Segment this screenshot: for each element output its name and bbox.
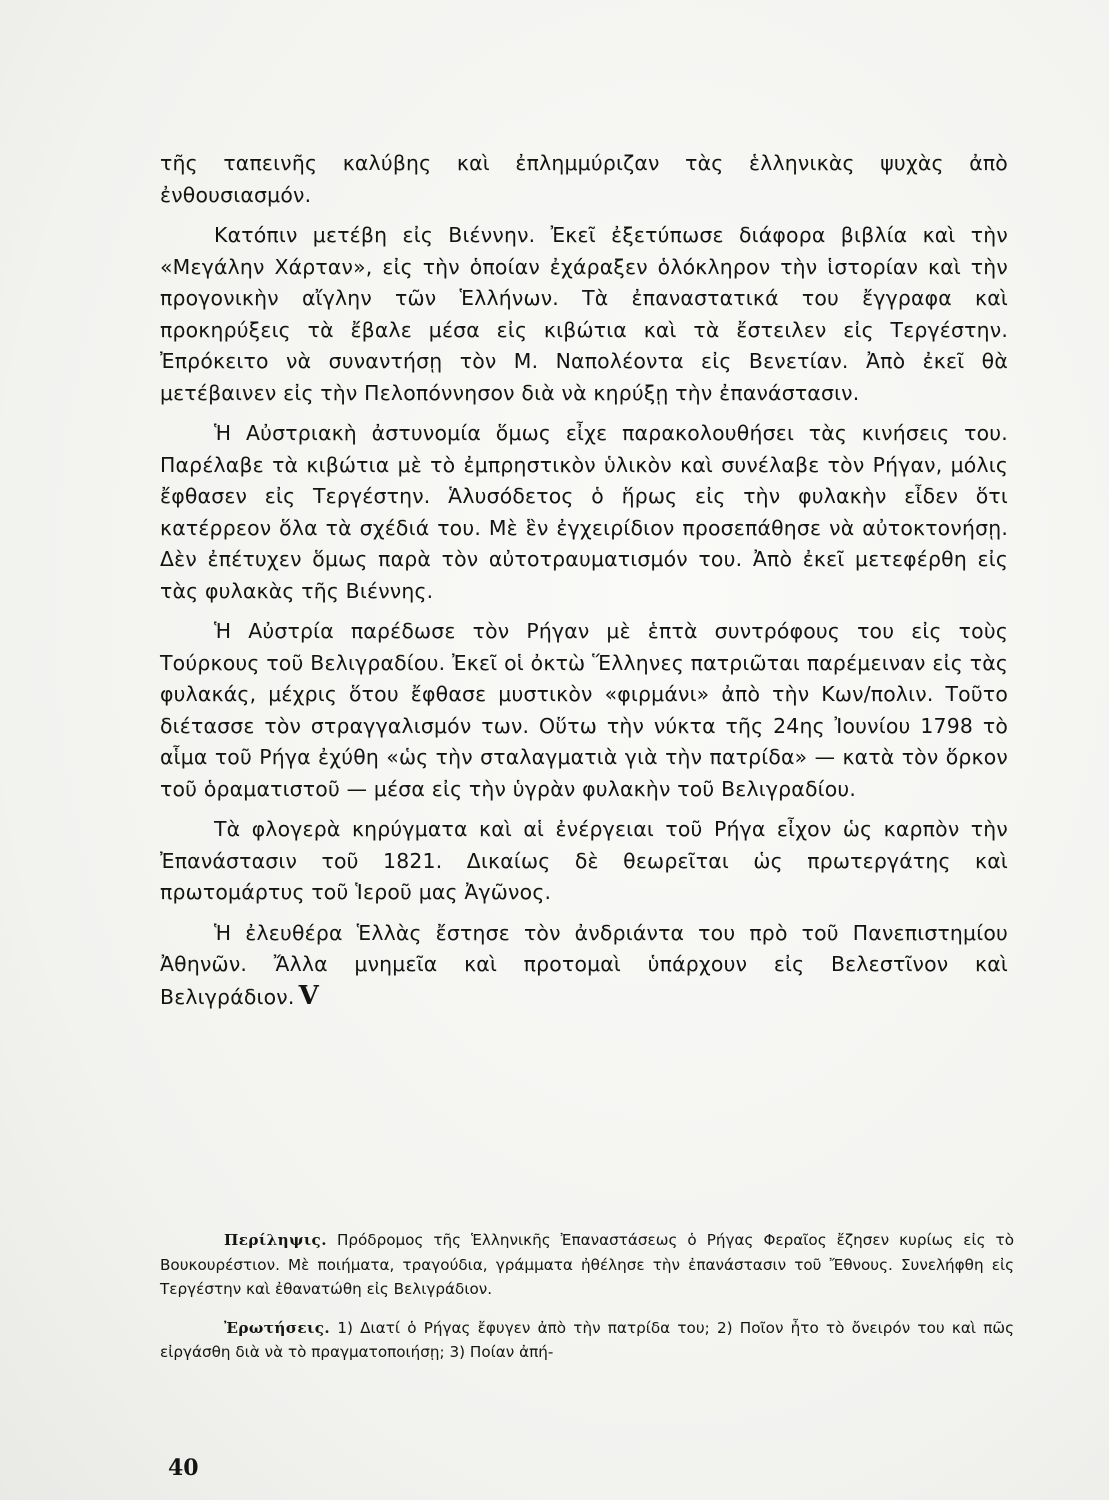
paragraph-2: Κατόπιν μετέβη εἰς Βιέννην. Ἐκεῖ ἐξετύπωσε διάφορα βιβλία καὶ τὴν «Μεγάλην Χάρταν», εἰς τὴν ὁποίαν ἐχάραξεν ὁλόκληρον τὴν ἱστορίαν καὶ τὴν προγονικὴν αἴγλην τῶν Ἑλλήνων. Τὰ ἐπαναστατικά του ἔγγραφα καὶ προκηρύξεις τὰ ἔβαλε μέσα εἰς κιβώτια καὶ τὰ ἔστειλεν εἰς Τεργέστην. Ἐπρόκειτο νὰ συναντήσῃ τὸν Μ. Ναπολέοντα εἰς Βενετίαν. Ἀπὸ ἐκεῖ θὰ μετέβαινεν εἰς τὴν Πελοπόννησον διὰ νὰ κηρύξῃ τὴν ἐπανάστασιν. bbox=[160, 223, 1008, 405]
paragraph-3: Ἡ Αὐστριακὴ ἀστυνομία ὅμως εἶχε παρακολουθήσει τὰς κινήσεις του. Παρέλαβε τὰ κιβώτια μὲ τὸ ἐμπρηστικὸν ὑλικὸν καὶ συνέλαβε τὸν Ρήγαν, μόλις ἔφθασεν εἰς Τεργέστην. Ἁλυσόδετος ὁ ἥρως εἰς τὴν φυλακὴν εἶδεν ὅτι κατέρρεον ὅλα τὰ σχέδιά του. Μὲ ἓν ἐγχειρίδιον προσεπάθησε νὰ αὐτοκτονήσῃ. Δὲν ἐπέτυχεν ὅμως παρὰ τὸν αὐτοτραυματισμόν του. Ἀπὸ ἐκεῖ μετεφέρθη εἰς τὰς φυλακὰς τῆς Βιέννης. bbox=[160, 421, 1008, 603]
paragraph-6-text: Ἡ ἐλευθέρα Ἑλλὰς ἔστησε τὸν ἀνδριάντα του πρὸ τοῦ Πανεπιστημίου Ἀθηνῶν. Ἄλλα μνημεῖα καὶ προτομαὶ ὑπάρχουν εἰς Βελεστῖνον καὶ Βελιγράδιον. bbox=[160, 920, 1008, 1009]
page-number: 40 bbox=[168, 1455, 199, 1481]
questions-text: 1) Διατί ὁ Ρήγας ἔφυγεν ἀπὸ τὴν πατρίδα του; 2) Ποῖον ἦτο τὸ ὄνειρόν του καὶ πῶς εἰργάσθη διὰ νὰ τὸ πραγματοποιήσῃ; 3) Ποίαν ἀπή- bbox=[160, 1318, 1014, 1362]
main-text bbox=[160, 148, 1008, 1022]
paragraph-5: Τὰ φλογερὰ κηρύγματα καὶ αἱ ἐνέργειαι τοῦ Ρήγα εἶχον ὡς καρπὸν τὴν Ἐπανάστασιν τοῦ 1821. Δικαίως δὲ θεωρεῖται ὡς πρωτεργάτης καὶ πρωτομάρτυς τοῦ Ἱεροῦ μας Ἀγῶνος. bbox=[160, 817, 1008, 904]
summary-section bbox=[160, 1228, 1014, 1379]
paragraph-4: Ἡ Αὐστρία παρέδωσε τὸν Ρήγαν μὲ ἑπτὰ συντρόφους του εἰς τοὺς Τούρκους τοῦ Βελιγραδίου. Ἐκεῖ οἱ ὀκτὼ Ἕλληνες πατριῶται παρέμειναν εἰς τὰς φυλακάς, μέχρις ὅτου ἔφθασε μυστικὸν «φιρμάνι» ἀπὸ τὴν Κων/πολιν. Τοῦτο διέτασσε τὸν στραγγαλισμόν των. Οὕτω τὴν νύκτα τῆς 24ης Ἰουνίου 1798 τὸ αἷμα τοῦ Ρήγα ἐχύθη «ὡς τὴν σταλαγματιὰ γιὰ τὴν πατρίδα» — κατὰ τὸν ὅρκον τοῦ ὁραματιστοῦ — μέσα εἰς τὴν ὑγρὰν φυλακὴν τοῦ Βελιγραδίου. bbox=[160, 619, 1008, 801]
paragraph-1: τῆς ταπεινῆς καλύβης καὶ ἐπλημμύριζαν τὰς ἑλληνικὰς ψυχὰς ἀπὸ ἐνθουσιασμόν. bbox=[160, 151, 1008, 207]
paragraph-6 bbox=[160, 918, 1008, 1014]
questions-label: Ἐρωτήσεις. bbox=[224, 1318, 331, 1337]
summary-text: Πρόδρομος τῆς Ἑλληνικῆς Ἐπαναστάσεως ὁ Ρήγας Φεραῖος ἔζησεν κυρίως εἰς τὸ Βουκουρέστιον. Μὲ ποιήματα, τραγούδια, γράμματα ἠθέλησε τὴν ἐπανάστασιν τοῦ Ἔθνους. Συνελήφθη εἰς Τεργέστην καὶ ἐθανατώθη εἰς Βελιγράδιον. bbox=[160, 1231, 1014, 1299]
summary-paragraph bbox=[160, 1228, 1014, 1302]
questions-paragraph bbox=[160, 1316, 1014, 1365]
handwritten-check-mark: V bbox=[298, 980, 319, 1011]
summary-label: Περίληψις. bbox=[224, 1231, 327, 1249]
